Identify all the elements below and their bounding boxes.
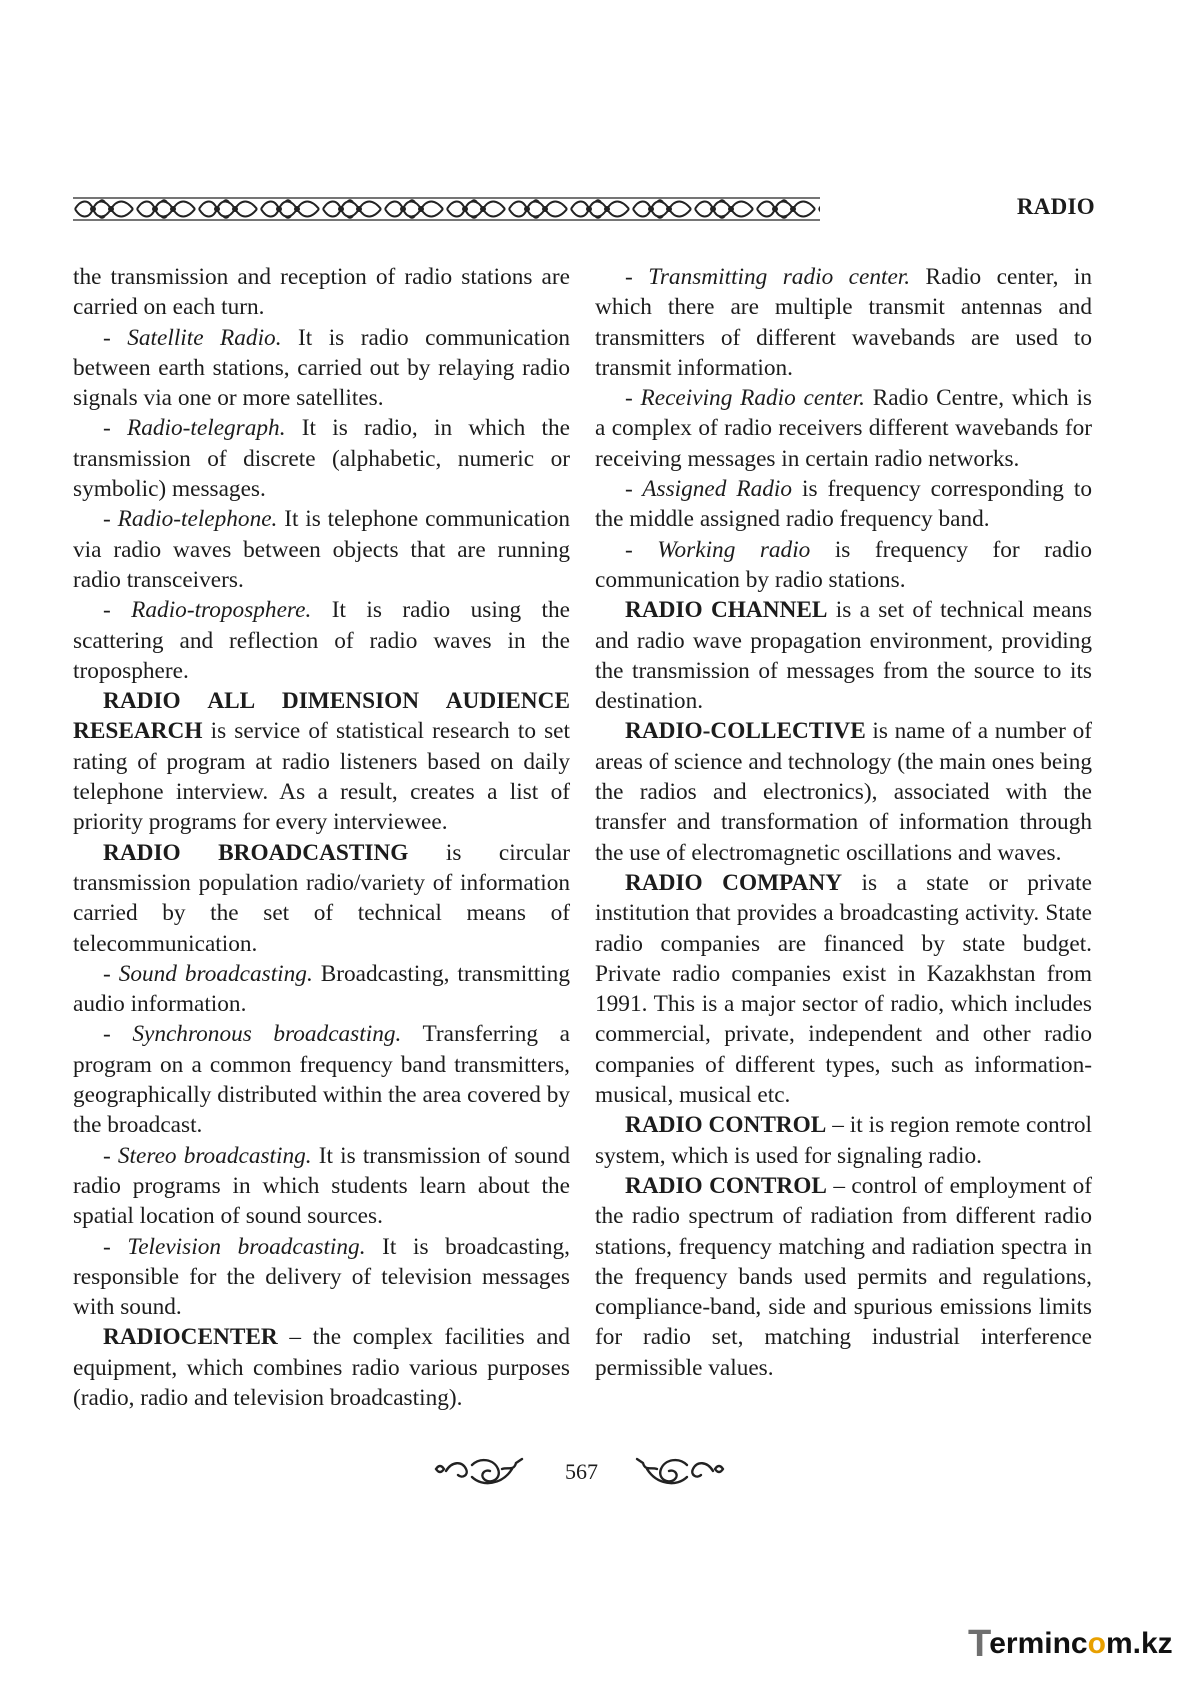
definition-text: It is radio communication between earth stations, carried out by relaying radio signals via one or more satellites. bbox=[73, 324, 570, 412]
paragraph bbox=[73, 686, 570, 837]
watermark-o: o bbox=[1087, 1627, 1106, 1660]
footer-ornament-right-icon bbox=[635, 1455, 727, 1487]
paragraph bbox=[73, 959, 570, 1020]
paragraph bbox=[595, 595, 1092, 716]
paragraph bbox=[73, 1019, 570, 1140]
footer-ornament-left-icon bbox=[432, 1455, 524, 1487]
paragraph bbox=[73, 262, 570, 323]
term-italic: - Transmitting radio center. bbox=[625, 264, 911, 290]
paragraph bbox=[595, 868, 1092, 1110]
paragraph bbox=[595, 474, 1092, 535]
definition-text: It is broadcasting, responsible for the delivery of television messages with sound. bbox=[73, 1233, 570, 1321]
definition-text: It is radio, in which the transmission of discrete (alphabetic, numeric or symbolic) messages. bbox=[73, 415, 570, 503]
definition-text: is service of statistical research to set rating of program at radio listeners based on daily telephone interview. As a result, creates a list of priority programs for every interviewee. bbox=[73, 718, 570, 836]
definition-text: – the complex facilities and equipment, which combines radio various purposes (radio, radio and television broadcasting). bbox=[73, 1324, 570, 1411]
paragraph bbox=[73, 323, 570, 414]
left-column bbox=[73, 262, 570, 1413]
definition-text: It is telephone communication via radio waves between objects that are running radio transceivers. bbox=[73, 506, 570, 593]
term-italic: - Radio-telegraph. bbox=[103, 415, 286, 442]
term-bold: RADIOCENTER bbox=[103, 1324, 278, 1351]
paragraph bbox=[73, 413, 570, 504]
term-italic: - Satellite Radio. bbox=[103, 324, 282, 351]
page-number: 567 bbox=[565, 1459, 598, 1484]
paragraph bbox=[73, 1322, 570, 1413]
paragraph bbox=[73, 595, 570, 686]
termincom-watermark bbox=[968, 1624, 1173, 1664]
term-bold: RADIO CHANNEL bbox=[625, 597, 828, 624]
paragraph bbox=[595, 383, 1092, 474]
paragraph bbox=[595, 1171, 1092, 1383]
definition-text: – control of employment of the radio spectrum of radiation from different radio stations, frequency matching and radiation spectra in the frequency bands used permits and regulations, compliance-band, side and spurious emissions limits for radio set, matching industrial interference permissible values. bbox=[595, 1172, 1092, 1381]
paragraph bbox=[595, 716, 1092, 867]
paragraph bbox=[73, 1141, 570, 1232]
paragraph-text: the transmission and reception of radio stations are carried on each turn. bbox=[73, 264, 570, 321]
definition-text: Transferring a program on a common frequency band transmitters, geographically distributed within the area covered by the broadcast. bbox=[73, 1021, 570, 1139]
definition-text: is frequency for radio communication by radio stations. bbox=[595, 536, 1093, 593]
right-column bbox=[595, 262, 1092, 1383]
definition-text: Broadcasting, transmitting audio information. bbox=[73, 960, 570, 1018]
term-italic: - Stereo broadcasting. bbox=[103, 1142, 312, 1169]
definition-text: It is radio using the scattering and reflection of radio waves in the troposphere. bbox=[73, 597, 570, 684]
paragraph bbox=[595, 535, 1092, 596]
page-footer bbox=[0, 1453, 1191, 1493]
watermark-t: T bbox=[968, 1622, 992, 1665]
term-italic: - Assigned Radio bbox=[625, 476, 793, 503]
term-italic: - Synchronous broadcasting. bbox=[103, 1021, 402, 1048]
term-bold: RADIO CONTROL bbox=[625, 1112, 827, 1139]
term-bold: RADIO BROADCASTING bbox=[103, 839, 409, 866]
page-header bbox=[73, 192, 1095, 226]
definition-text: Radio center, in which there are multiple transmit antennas and transmitters of different wavebands are used to transmit information. bbox=[595, 264, 1092, 381]
paragraph bbox=[73, 504, 570, 595]
term-italic: - Radio-troposphere. bbox=[103, 597, 312, 624]
ornament-band-icon bbox=[73, 196, 820, 222]
watermark-text-pre: erminc bbox=[989, 1627, 1088, 1660]
section-title: RADIO bbox=[1016, 194, 1095, 219]
definition-text: – it is region remote control system, which is used for signaling radio. bbox=[595, 1112, 1092, 1169]
definition-text: is frequency corresponding to the middle assigned radio frequency band. bbox=[595, 476, 1092, 533]
definition-text: is circular transmission population radio/variety of information carried by the set of technical means of telecommunication. bbox=[73, 839, 570, 957]
term-italic: - Sound broadcasting. bbox=[103, 960, 313, 987]
term-bold: RADIO CONTROL bbox=[625, 1172, 827, 1199]
term-bold: RADIO-COLLECTIVE bbox=[625, 718, 866, 745]
paragraph bbox=[595, 262, 1092, 383]
term-bold: RADIO ALL DIMENSION AUDIENCE RESEARCH bbox=[73, 688, 570, 745]
term-italic: - Television broadcasting. bbox=[103, 1233, 366, 1260]
paragraph bbox=[73, 1232, 570, 1323]
definition-text: It is transmission of sound radio programs in which students learn about the spatial location of sound sources. bbox=[73, 1142, 570, 1230]
definition-text: is a set of technical means and radio wave propagation environment, providing the transmission of messages from the source to its destination. bbox=[595, 597, 1093, 715]
term-bold: RADIO COMPANY bbox=[625, 869, 843, 896]
definition-text: Radio Centre, which is a complex of radio receivers different wavebands for receiving messages in certain radio networks. bbox=[595, 385, 1092, 472]
term-italic: - Working radio bbox=[625, 536, 811, 563]
term-italic: - Receiving Radio center. bbox=[625, 385, 865, 412]
term-italic: - Radio-telephone. bbox=[103, 506, 278, 533]
definition-text: is name of a number of areas of science and technology (the main ones being the radios and electronics), associated with the transfer and transformation of information through the use of electromagnetic oscillations and waves. bbox=[595, 718, 1092, 866]
paragraph bbox=[73, 838, 570, 959]
paragraph bbox=[595, 1110, 1092, 1171]
watermark-text-post: m.kz bbox=[1105, 1627, 1173, 1660]
definition-text: is a state or private institution that provides a broadcasting activity. State radio companies are financed by state budget. Private radio companies exist in Kazakhstan from 1991. This is a major sector of radio, which includes commercial, private, independent and other radio companies of different types, such as information-musical, musical etc. bbox=[595, 869, 1092, 1109]
